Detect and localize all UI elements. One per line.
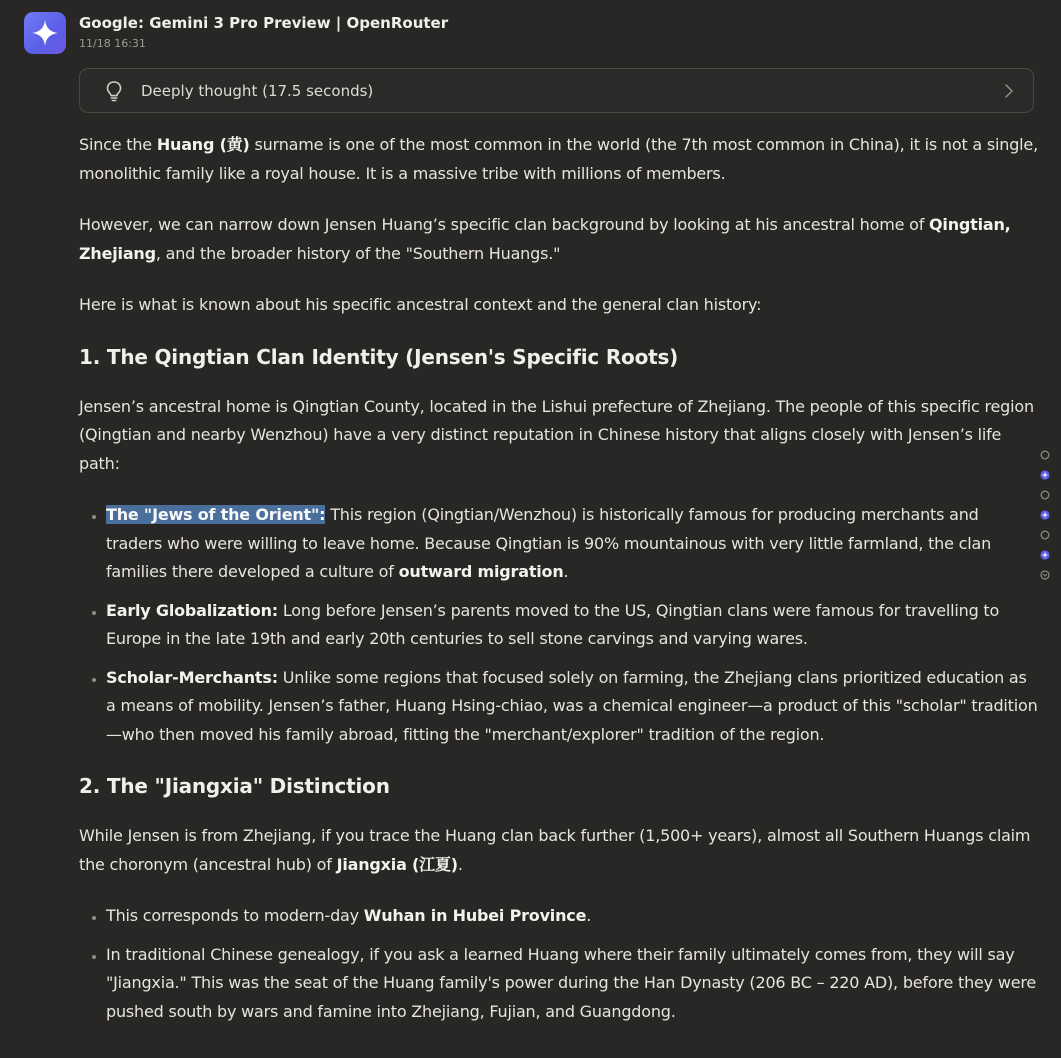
- thought-toggle[interactable]: [79, 68, 1034, 113]
- list-jiangxia: [79, 902, 1039, 1026]
- list-item: • Scholar-Merchants: Unlike some regions that focused solely on farming, the Zhejiang clans prioritized education as a means of mobility. Jensen’s father, Huang Hsing-chiao, was a chemical engineer—a product of this "scholar" tradition—who then moved his family abroad, fitting the "merchant/explorer" tradition of the region.: [106, 664, 1039, 750]
- message-timestamp: 11/18 16:31: [79, 37, 146, 50]
- highlighted-text: The "Jews of the Orient":: [106, 505, 326, 524]
- message-header: [79, 12, 448, 50]
- sparkle-icon: [31, 19, 59, 47]
- user-message-marker-icon[interactable]: [1040, 450, 1050, 460]
- assistant-message-marker-icon[interactable]: [1040, 470, 1050, 480]
- list-item: • This corresponds to modern-day Wuhan in Hubei Province.: [106, 902, 1039, 931]
- user-message-marker-icon[interactable]: [1040, 530, 1050, 540]
- paragraph-narrow-down: However, we can narrow down Jensen Huang’s specific clan background by looking at his ancestral home of Qingtian, Zhejiang, and the broader history of the "Southern Huangs.": [79, 215, 1011, 263]
- list-item: • Early Globalization: Long before Jensen’s parents moved to the US, Qingtian clans were famous for travelling to Europe in the late 19th and early 20th centuries to sell stone carvings and varying wares.: [106, 597, 1039, 654]
- message-content: [79, 131, 1039, 1049]
- list-item: • In traditional Chinese genealogy, if you ask a learned Huang where their family ultimately comes from, they will say "Jiangxia." This was the seat of the Huang family's power during the Han Dynasty (206 BC – 220 AD), before they were pushed south by wars and famine into Zhejiang, Fujian, and Guangdong.: [106, 941, 1039, 1027]
- user-message-marker-icon[interactable]: [1040, 490, 1050, 500]
- assistant-message-marker-icon[interactable]: [1040, 510, 1050, 520]
- heading-jiangxia: 2. The "Jiangxia" Distinction: [79, 774, 390, 798]
- paragraph-jiangxia: While Jensen is from Zhejiang, if you trace the Huang clan back further (1,500+ years), almost all Southern Huangs claim the choronym (ancestral hub) of Jiangxia (江夏).: [79, 826, 1031, 874]
- thought-label: Deeply thought (17.5 seconds): [141, 81, 374, 100]
- heading-qingtian: 1. The Qingtian Clan Identity (Jensen's Specific Roots): [79, 344, 679, 369]
- scroll-down-icon[interactable]: [1040, 570, 1050, 580]
- chevron-right-icon[interactable]: [1003, 82, 1015, 100]
- assistant-message-marker-icon[interactable]: [1040, 550, 1050, 560]
- paragraph-intro: Since the Huang (黄) surname is one of the most common in the world (the 7th most common in China), it is not a single, monolithic family like a royal house. It is a massive tribe with millions of members.: [79, 135, 1038, 183]
- paragraph-known: Here is what is known about his specific ancestral context and the general clan history:: [79, 295, 762, 314]
- list-qingtian: [79, 501, 1039, 749]
- model-name: Google: Gemini 3 Pro Preview | OpenRouter: [79, 14, 449, 32]
- message-navigation-rail: [1040, 450, 1052, 590]
- model-avatar: [24, 12, 66, 54]
- list-item: • The "Jews of the Orient": This region (Qingtian/Wenzhou) is historically famous for producing merchants and traders who were willing to leave home. Because Qingtian is 90% mountainous with very little farmland, the clan families there developed a culture of outward migration.: [106, 501, 1039, 587]
- paragraph-ancestral-home: Jensen’s ancestral home is Qingtian County, located in the Lishui prefecture of Zhejiang. The people of this specific region (Qingtian and nearby Wenzhou) have a very distinct reputation in Chinese history that aligns closely with Jensen’s life path:: [79, 396, 1034, 473]
- lightbulb-icon: [104, 80, 124, 102]
